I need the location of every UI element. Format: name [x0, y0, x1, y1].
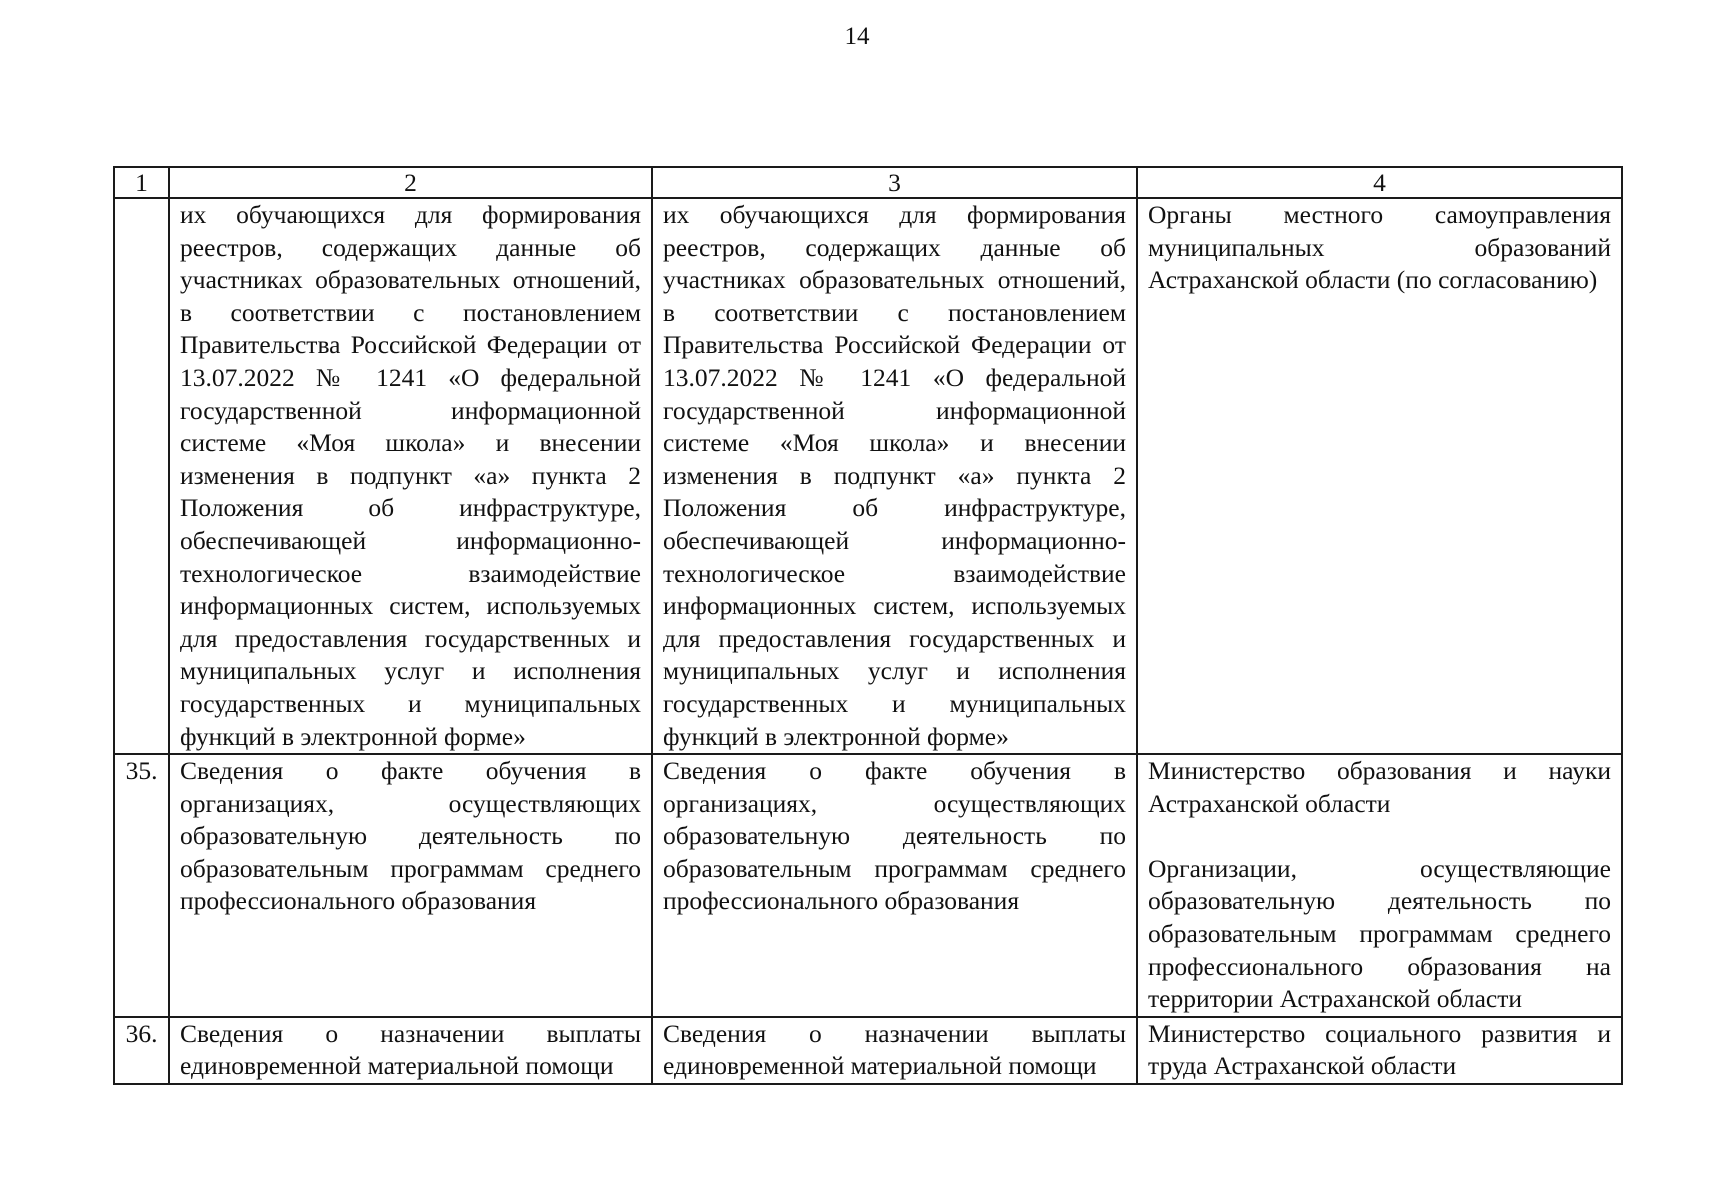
column-header-4: 4: [1137, 167, 1622, 198]
cell-text: Сведения о назначении выплаты единовременной материальной помощи: [180, 1018, 641, 1081]
data-cell-col4: [1137, 198, 1622, 754]
data-cell-col2: [169, 198, 652, 754]
row-number: [114, 198, 169, 754]
table-header-row: [114, 167, 1622, 198]
responsible-body: Организации, осуществляющие образовательную деятельность по образовательным программам среднего профессионального образования на территории Астраханской области: [1148, 853, 1611, 1014]
cell-text: Сведения о назначении выплаты единовременной материальной помощи: [663, 1018, 1126, 1081]
registry-table: [113, 166, 1623, 1085]
data-cell-col4: [1137, 1017, 1622, 1084]
data-cell-col2: [169, 754, 652, 1017]
cell-text: Сведения о факте обучения в организациях, осуществляющих образовательную деятельность по образовательным программам среднего профессионального образования: [663, 756, 1126, 916]
row-number: 35.: [114, 754, 169, 1017]
responsible-body: Органы местного самоуправления муниципальных образований Астраханской области (по согласованию): [1148, 200, 1611, 295]
data-cell-col3: [652, 754, 1137, 1017]
data-cell-col3: [652, 198, 1137, 754]
column-header-3: 3: [652, 167, 1137, 198]
data-cell-col2: [169, 1017, 652, 1084]
data-cell-col4: [1137, 754, 1622, 1017]
data-cell-col3: [652, 1017, 1137, 1084]
table-row: [114, 1017, 1622, 1084]
column-header-2: 2: [169, 167, 652, 198]
table-row: [114, 198, 1622, 754]
page-number: 14: [844, 23, 870, 50]
row-number: 36.: [114, 1017, 169, 1084]
column-header-1: 1: [114, 167, 169, 198]
table-row: [114, 754, 1622, 1017]
responsible-body: Министерство образования и науки Астраханской области: [1148, 756, 1611, 818]
cell-text: их обучающихся для формирования реестров, содержащих данные об участниках образовательных отношений, в соответствии с постановлением Правительства Российской Федерации от 13.07.2022 № 1241 «О федеральной государственной информационной системе «Моя школа» и внесении изменения в подпункт «а» пункта 2 Положения об инфраструктуре, обеспечивающей информационно-технологическое взаимодействие информационных систем, используемых для предоставления государственных и муниципальных услуг и исполнения государственных и муниципальных функций в электронной форме»: [180, 200, 641, 751]
cell-text: Сведения о факте обучения в организациях, осуществляющих образовательную деятельность по образовательным программам среднего профессионального образования: [180, 756, 641, 916]
responsible-body: Министерство социального развития и труда Астраханской области: [1148, 1018, 1611, 1081]
cell-text: их обучающихся для формирования реестров, содержащих данные об участниках образовательных отношений, в соответствии с постановлением Правительства Российской Федерации от 13.07.2022 № 1241 «О федеральной государственной информационной системе «Моя школа» и внесении изменения в подпункт «а» пункта 2 Положения об инфраструктуре, обеспечивающей информационно-технологическое взаимодействие информационных систем, используемых для предоставления государственных и муниципальных услуг и исполнения государственных и муниципальных функций в электронной форме»: [663, 200, 1126, 751]
